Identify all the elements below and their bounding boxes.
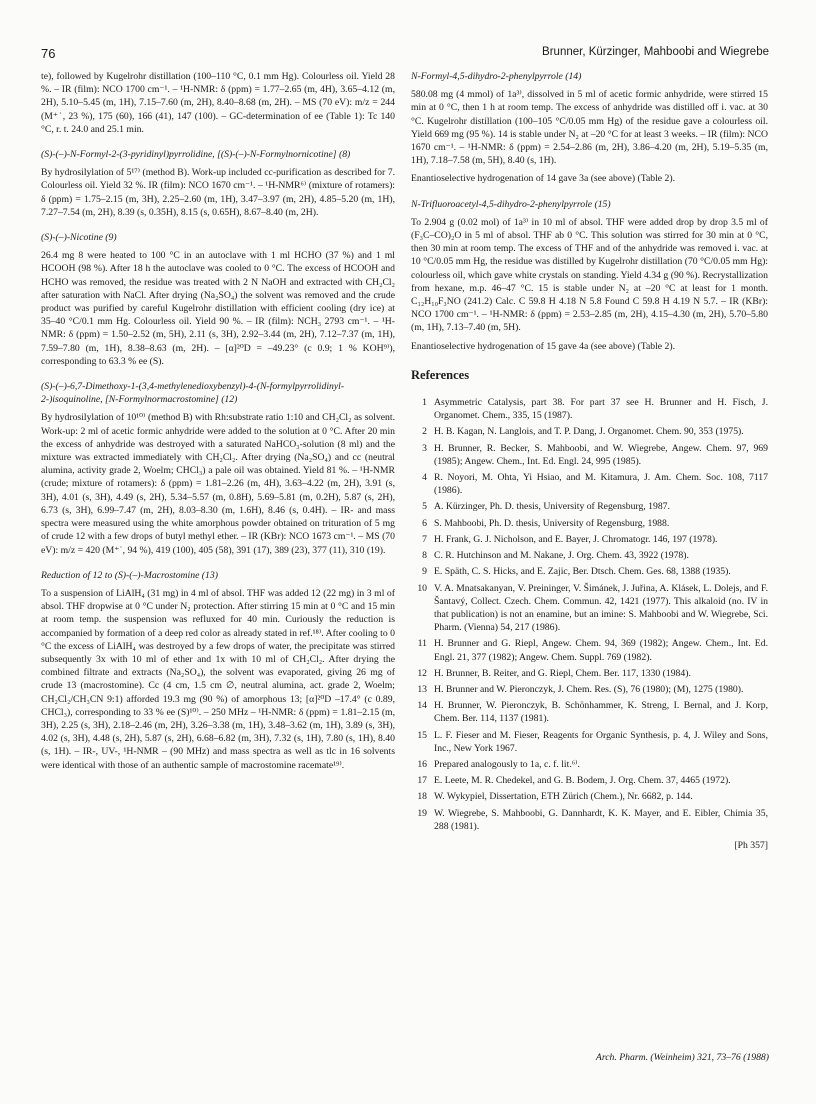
reference-text: W. Wykypiel, Dissertation, ETH Zürich (Chem.), Nr. 6682, p. 144. xyxy=(434,791,693,803)
paragraph: By hydrosilylation of 10¹⁰⁾ (method B) with Rh:substrate ratio 1:10 and CH₂Cl₂ as solvent. Work-up: 2 ml of acetic formic anhydride were added to the solution at 0 °C. After 20 min the excess of anhydride was destroyed with a saturated NaHCO₃-solution (8 ml) and the mixture was extracted immediately with CH₂Cl₂. After drying (Na₂SO₄) and cc (neutral alumina, activity grade 2, Woelm; CHCl₃) a pale oil was obtained. Yield 81 %. – ¹H-NMR (crude; mixture of rotamers): δ (ppm) = 1.81–2.26 (m, 4H), 3.63–4.22 (m, 2H), 3.91 (s, 3H), 4.01 (s, 3H), 4.49 (s, 2H), 5.34–5.57 (m, 0.8H), 5.69–5.81 (m, 0.2H), 5.87 (s, 2H), 6.73 (s, 3H), 6.99–7.47 (m, 2H), 8.03–8.30 (m, 1.6H), 8.46 (s, 0.4H). – IR- and mass spectra were measured using the white amorphous powder obtained on trituration of 5 mg of crude 12 with a few drops of butyl methyl ether. – IR (KBr): NCO 1673 cm⁻¹. – MS (70 eV): m/z = 420 (M⁺˙, 94 %), 419 (100), 405 (58), 391 (17), 389 (23), 377 (11), 310 (19). xyxy=(41,412,395,556)
reference-number: 2 xyxy=(422,426,427,438)
paragraph: 26.4 mg 8 were heated to 100 °C in an autoclave with 1 ml HCHO (37 %) and 1 ml HCOOH (98 %). After 18 h the autoclave was cooled to 0 °C. The excess of HCOOH and HCHO was removed, the residue was treated with 2 N NaOH and extracted with CH₂Cl₂ after saturation with NaCl. After drying (Na₂SO₄) the solvent was removed and the crude product was purified by careful Kugelrohr distillation with efficient cooling (dry ice) at 35–40 °C/0.1 mm Hg. Colourless oil. Yield 90 %. – IR (film): NCH₃ 2793 cm⁻¹. – ¹H-NMR: δ (ppm) = 1.50–2.52 (m, 5H), 2.11 (s, 3H), 2.92–3.44 (m, 2H), 7.12–7.37 (m, 1H), 7.59–7.80 (m, 1H), 8.38–8.63 (m, 2H). – [α]²⁰D = –49.23° (c 0.9; 1 % KOH⁹⁾), corresponding to 63.3 % ee (S). xyxy=(41,250,395,367)
reference-item xyxy=(411,533,768,546)
reference-text: H. Brunner and W. Pieronczyk, J. Chem. Res. (S), 76 (1980); (M), 1275 (1980). xyxy=(434,683,744,695)
journal-citation-footer: Arch. Pharm. (Weinheim) 321, 73–76 (1988) xyxy=(595,1052,769,1063)
paragraph: Enantioselective hydrogenation of 15 gave 4a (see above) (Table 2). xyxy=(411,340,676,352)
reference-number: 10 xyxy=(417,582,427,594)
reference-number: 18 xyxy=(417,791,427,803)
reference-item xyxy=(411,758,768,771)
reference-text: E. Späth, C. S. Hicks, and E. Zajic, Ber. Dtsch. Chem. Ges. 68, 1388 (1935). xyxy=(434,566,731,578)
right-column xyxy=(411,70,768,852)
reference-text: C. R. Hutchinson and M. Nakane, J. Org. Chem. 43, 3922 (1978). xyxy=(434,550,689,562)
reference-number: 1 xyxy=(422,397,427,409)
section-heading: (S)-(–)-N-Formyl-2-(3-pyridinyl)pyrrolidine, [(S)-(–)-N-Formylnornicotine] (8) xyxy=(41,149,351,161)
reference-number: 5 xyxy=(422,501,427,513)
reference-item xyxy=(411,517,768,530)
reference-text: H. Brunner and G. Riepl, Angew. Chem. 94, 369 (1982); Angew. Chem., Int. Ed. Engl. 21, 377 (1982); Angew. Chem. Suppl. 769 (1982). xyxy=(434,638,768,663)
reference-text: H. Brunner, B. Reiter, and G. Riepl, Chem. Ber. 117, 1330 (1984). xyxy=(434,667,691,679)
paragraph: 580.08 mg (4 mmol) of 1a³⁾, dissolved in 5 ml of acetic formic anhydride, were stirred 15 min at 0 °C, then 1 h at room temp. The excess of anhydride was distilled off i. vac. at 30 °C. Kugelrohr distillation (100–105 °C/0.05 mm Hg) of the residue gave a colourless oil. Yield 669 mg (95 %). 14 is stable under N₂ at –20 °C for at least 3 weeks. – IR (film): NCO 1670 cm⁻¹. – ¹H-NMR: δ (ppm) = 2.54–2.86 (m, 2H), 3.86–4.20 (m, 2H), 5.19–5.35 (m, 1H), 7.18–7.58 (m, 5H), 8.40 (s, 1H). xyxy=(411,89,768,167)
reference-text: R. Noyori, M. Ohta, Yi Hsiao, and M. Kitamura, J. Am. Chem. Soc. 108, 7117 (1986). xyxy=(434,472,768,497)
reference-text: V. A. Mnatsakanyan, V. Preininger, V. Šimánek, J. Juřina, A. Klásek, L. Dolejs, and F. Šantavý, Collect. Czech. Chem. Commun. 42, 1421 (1977). This alkaloid (no. IV in that publication) is not an enamine, but an imine: S. Mahboobi and W. Wiegrebe, Sci. Pharm. (Vienna) 54, 217 (1986). xyxy=(434,582,768,634)
reference-number: 3 xyxy=(422,442,427,454)
reference-number: 4 xyxy=(422,472,427,484)
references-heading: References xyxy=(411,367,470,382)
reference-number: 15 xyxy=(417,729,427,741)
reference-item xyxy=(411,471,768,497)
reference-text: H. Frank, G. J. Nicholson, and E. Bayer, J. Chromatogr. 146, 197 (1978). xyxy=(434,533,718,545)
reference-item xyxy=(411,774,768,787)
reference-item xyxy=(411,699,768,725)
reference-item xyxy=(411,582,768,635)
reference-number: 14 xyxy=(417,700,427,712)
reference-number: 17 xyxy=(417,775,427,787)
reference-text: H. Brunner, R. Becker, S. Mahboobi, and W. Wiegrebe, Angew. Chem. 97, 969 (1985); Angew. Chem., Int. Ed. Engl. 24, 995 (1985). xyxy=(434,442,768,467)
reference-text: Prepared analogously to 1a, c. f. lit.⁶⁾. xyxy=(434,758,580,770)
section-heading: N-Formyl-4,5-dihydro-2-phenylpyrrole (14) xyxy=(411,71,582,82)
reference-item xyxy=(411,442,768,468)
paragraph: Enantioselective hydrogenation of 14 gave 3a (see above) (Table 2). xyxy=(411,173,676,185)
reference-item xyxy=(411,807,768,833)
reference-number: 7 xyxy=(422,533,427,545)
reference-text: Asymmetric Catalysis, part 38. For part 37 see H. Brunner and H. Fisch, J. Organomet. Chem., 335, 15 (1987). xyxy=(434,397,768,422)
reference-number: 9 xyxy=(422,566,427,578)
reference-item xyxy=(411,667,768,680)
reference-item xyxy=(411,396,768,422)
reference-item xyxy=(411,565,768,578)
reference-number: 8 xyxy=(422,550,427,562)
reference-text: S. Mahboobi, Ph. D. thesis, University of Regensburg, 1988. xyxy=(434,517,670,529)
left-column xyxy=(41,70,395,777)
reference-text: H. Brunner, W. Pieronczyk, B. Schönhammer, K. Streng, I. Bernal, and J. Korp, Chem. Ber. 114, 1137 (1981). xyxy=(434,700,768,725)
running-head: Brunner, Kürzinger, Mahboobi and Wiegrebe xyxy=(542,46,769,58)
paragraph: By hydrosilylation of 5¹⁷⁾ (method B). Work-up included cc-purification as described for 7. Colourless oil. Yield 32 %. IR (film): NCO 1670 cm⁻¹. – ¹H-NMR⁶⁾ (mixture of rotamers): δ (ppm) = 1.75–2.15 (m, 3H), 2.25–2.60 (m, 1H), 3.47–3.97 (m, 2H), 4.85–5.20 (m, 1H), 7.27–7.54 (m, 2H), 8.39 (s, 0.35H), 8.15 (s, 0.65H), 8.67–8.40 (m, 2H). xyxy=(41,167,395,218)
reference-item xyxy=(411,549,768,562)
reference-item xyxy=(411,790,768,803)
reference-number: 19 xyxy=(417,807,427,819)
section-heading: Reduction of 12 to (S)-(–)-Macrostomine (13) xyxy=(41,569,218,581)
references-list xyxy=(411,396,768,833)
page-number: 76 xyxy=(41,46,56,61)
reference-item xyxy=(411,729,768,755)
reference-text: W. Wiegrebe, S. Mahboobi, G. Dannhardt, K. K. Mayer, and E. Eibler, Chimia 35, 288 (1981). xyxy=(434,807,768,832)
reference-item xyxy=(411,500,768,513)
section-heading: (S)-(–)-6,7-Dimethoxy-1-(3,4-methylenedioxybenzyl)-4-(N-formylpyrrolidinyl-2-)isoquinoline, [N-Formylnormacrostomine] (12) xyxy=(41,381,345,406)
manuscript-code: [Ph 357] xyxy=(734,839,768,851)
reference-number: 6 xyxy=(422,517,427,529)
reference-text: L. F. Fieser and M. Fieser, Reagents for Organic Synthesis, p. 4, J. Wiley and Sons, Inc., New York 1967. xyxy=(434,729,768,754)
reference-text: E. Leete, M. R. Chedekel, and G. B. Bodem, J. Org. Chem. 37, 4465 (1972). xyxy=(434,775,731,787)
section-heading: (S)-(–)-Nicotine (9) xyxy=(41,232,117,244)
reference-number: 16 xyxy=(417,758,427,770)
section-heading: N-Trifluoroacetyl-4,5-dihydro-2-phenylpyrrole (15) xyxy=(411,198,611,210)
reference-text: H. B. Kagan, N. Langlois, and T. P. Dang, J. Organomet. Chem. 90, 353 (1975). xyxy=(434,426,744,438)
reference-number: 12 xyxy=(417,667,427,679)
paragraph: To 2.904 g (0.02 mol) of 1a³⁾ in 10 ml of absol. THF were added drop by drop 3.5 ml of (F₃C–CO)₂O in 5 ml of absol. THF ab 0 °C. This solution was stirred for 30 min at 0 °C, then 30 min at room temp. The excess of THF and of the anhydride was removed i. vac. at 10 °C/0.05 mm Hg, the residue was distilled by Kugelrohr distillation (70 °C/0.05 mm Hg): colourless oil, which gave white crystals on standing. Yield 4.34 g (90 %). Recrystallization from hexane, m.p. 46–47 °C. 15 is stable under N₂ at –20 °C at least for 1 month. C₁₂H₁₀F₃NO (241.2) Calc. C 59.8 H 4.18 N 5.8 Found C 59.8 H 4.19 N 5.7. – IR (KBr): NCO 1700 cm⁻¹. – ¹H-NMR: δ (ppm) = 2.53–2.85 (m, 2H), 4.15–4.30 (m, 2H), 5.70–5.80 (m, 1H), 7.13–7.40 (m, 5H). xyxy=(411,216,768,334)
reference-text: A. Kürzinger, Ph. D. thesis, University of Regensburg, 1987. xyxy=(434,501,670,513)
reference-item xyxy=(411,425,768,438)
reference-item xyxy=(411,683,768,696)
reference-number: 13 xyxy=(417,683,427,695)
paragraph: To a suspension of LiAlH₄ (31 mg) in 4 ml of absol. THF was added 12 (22 mg) in 3 ml of absol. THF dropwise at 0 °C under N₂ protection. After stirring 15 min at 0 °C and 15 min at room temp. the suspension was refluxed for 40 min. Curiously the reduction is accompanied by formation of a deep red color as already stated in ref.¹⁸⁾. After cooling to 0 °C the excess of LiAlH₄ was destroyed by a few drops of water, the precipitate was stirred subsequently 3x with 10 ml of ether and 1x with 10 ml of CH₂Cl₂. After drying the combined filtrate and extracts (Na₂SO₄), the solvent was evaporated, giving 26 mg of crude 13 (macrostomine). Cc (4 cm, 1.5 cm ∅, neutral alumina, act. grade 2, Woelm; CH₂Cl₂/CH₃CN 9:1) afforded 19.3 mg (90 %) of amorphous 13; [α]²⁰D –17.4° (c 0.89, CHCl₃), corresponding to 33 % ee (S)¹⁰⁾. – 250 MHz – ¹H-NMR: δ (ppm) = 1.81–2.15 (m, 3H), 2.25 (s, 3H), 2.18–2.46 (m, 2H), 3.26–3.38 (m, 1H), 3.48–3.62 (m, 1H), 3.89 (s, 3H), 4.02 (s, 3H), 4.48 (s, 2H), 5.87 (s, 2H), 6.68–6.82 (m, 3H), 7.32 (s, 1H), 7.80 (s, 1H), 8.40 (s, 1H). – IR-, UV-, ¹H-NMR – (90 MHz) and mass spectra as well as tlc in 16 solvents were identical with those of an authentic sample of macrostomine racemate¹⁹⁾. xyxy=(41,587,395,771)
reference-item xyxy=(411,637,768,663)
paragraph: te), followed by Kugelrohr distillation (100–110 °C, 0.1 mm Hg). Colourless oil. Yield 28 %. – IR (film): NCO 1700 cm⁻¹. – ¹H-NMR: δ (ppm) = 1.77–2.65 (m, 4H), 3.65–4.12 (m, 2H), 5.10–5.45 (m, 1H), 7.15–7.60 (m, 2H), 8.40–8.68 (m, 2H). – MS (70 eV): m/z = 244 (M⁺˙, 23 %), 175 (60), 166 (41), 147 (100). – GC-determination of ee (Table 1): Tc 140 °C, r. t. 24.0 and 25.1 min. xyxy=(41,71,395,135)
reference-number: 11 xyxy=(417,638,427,650)
